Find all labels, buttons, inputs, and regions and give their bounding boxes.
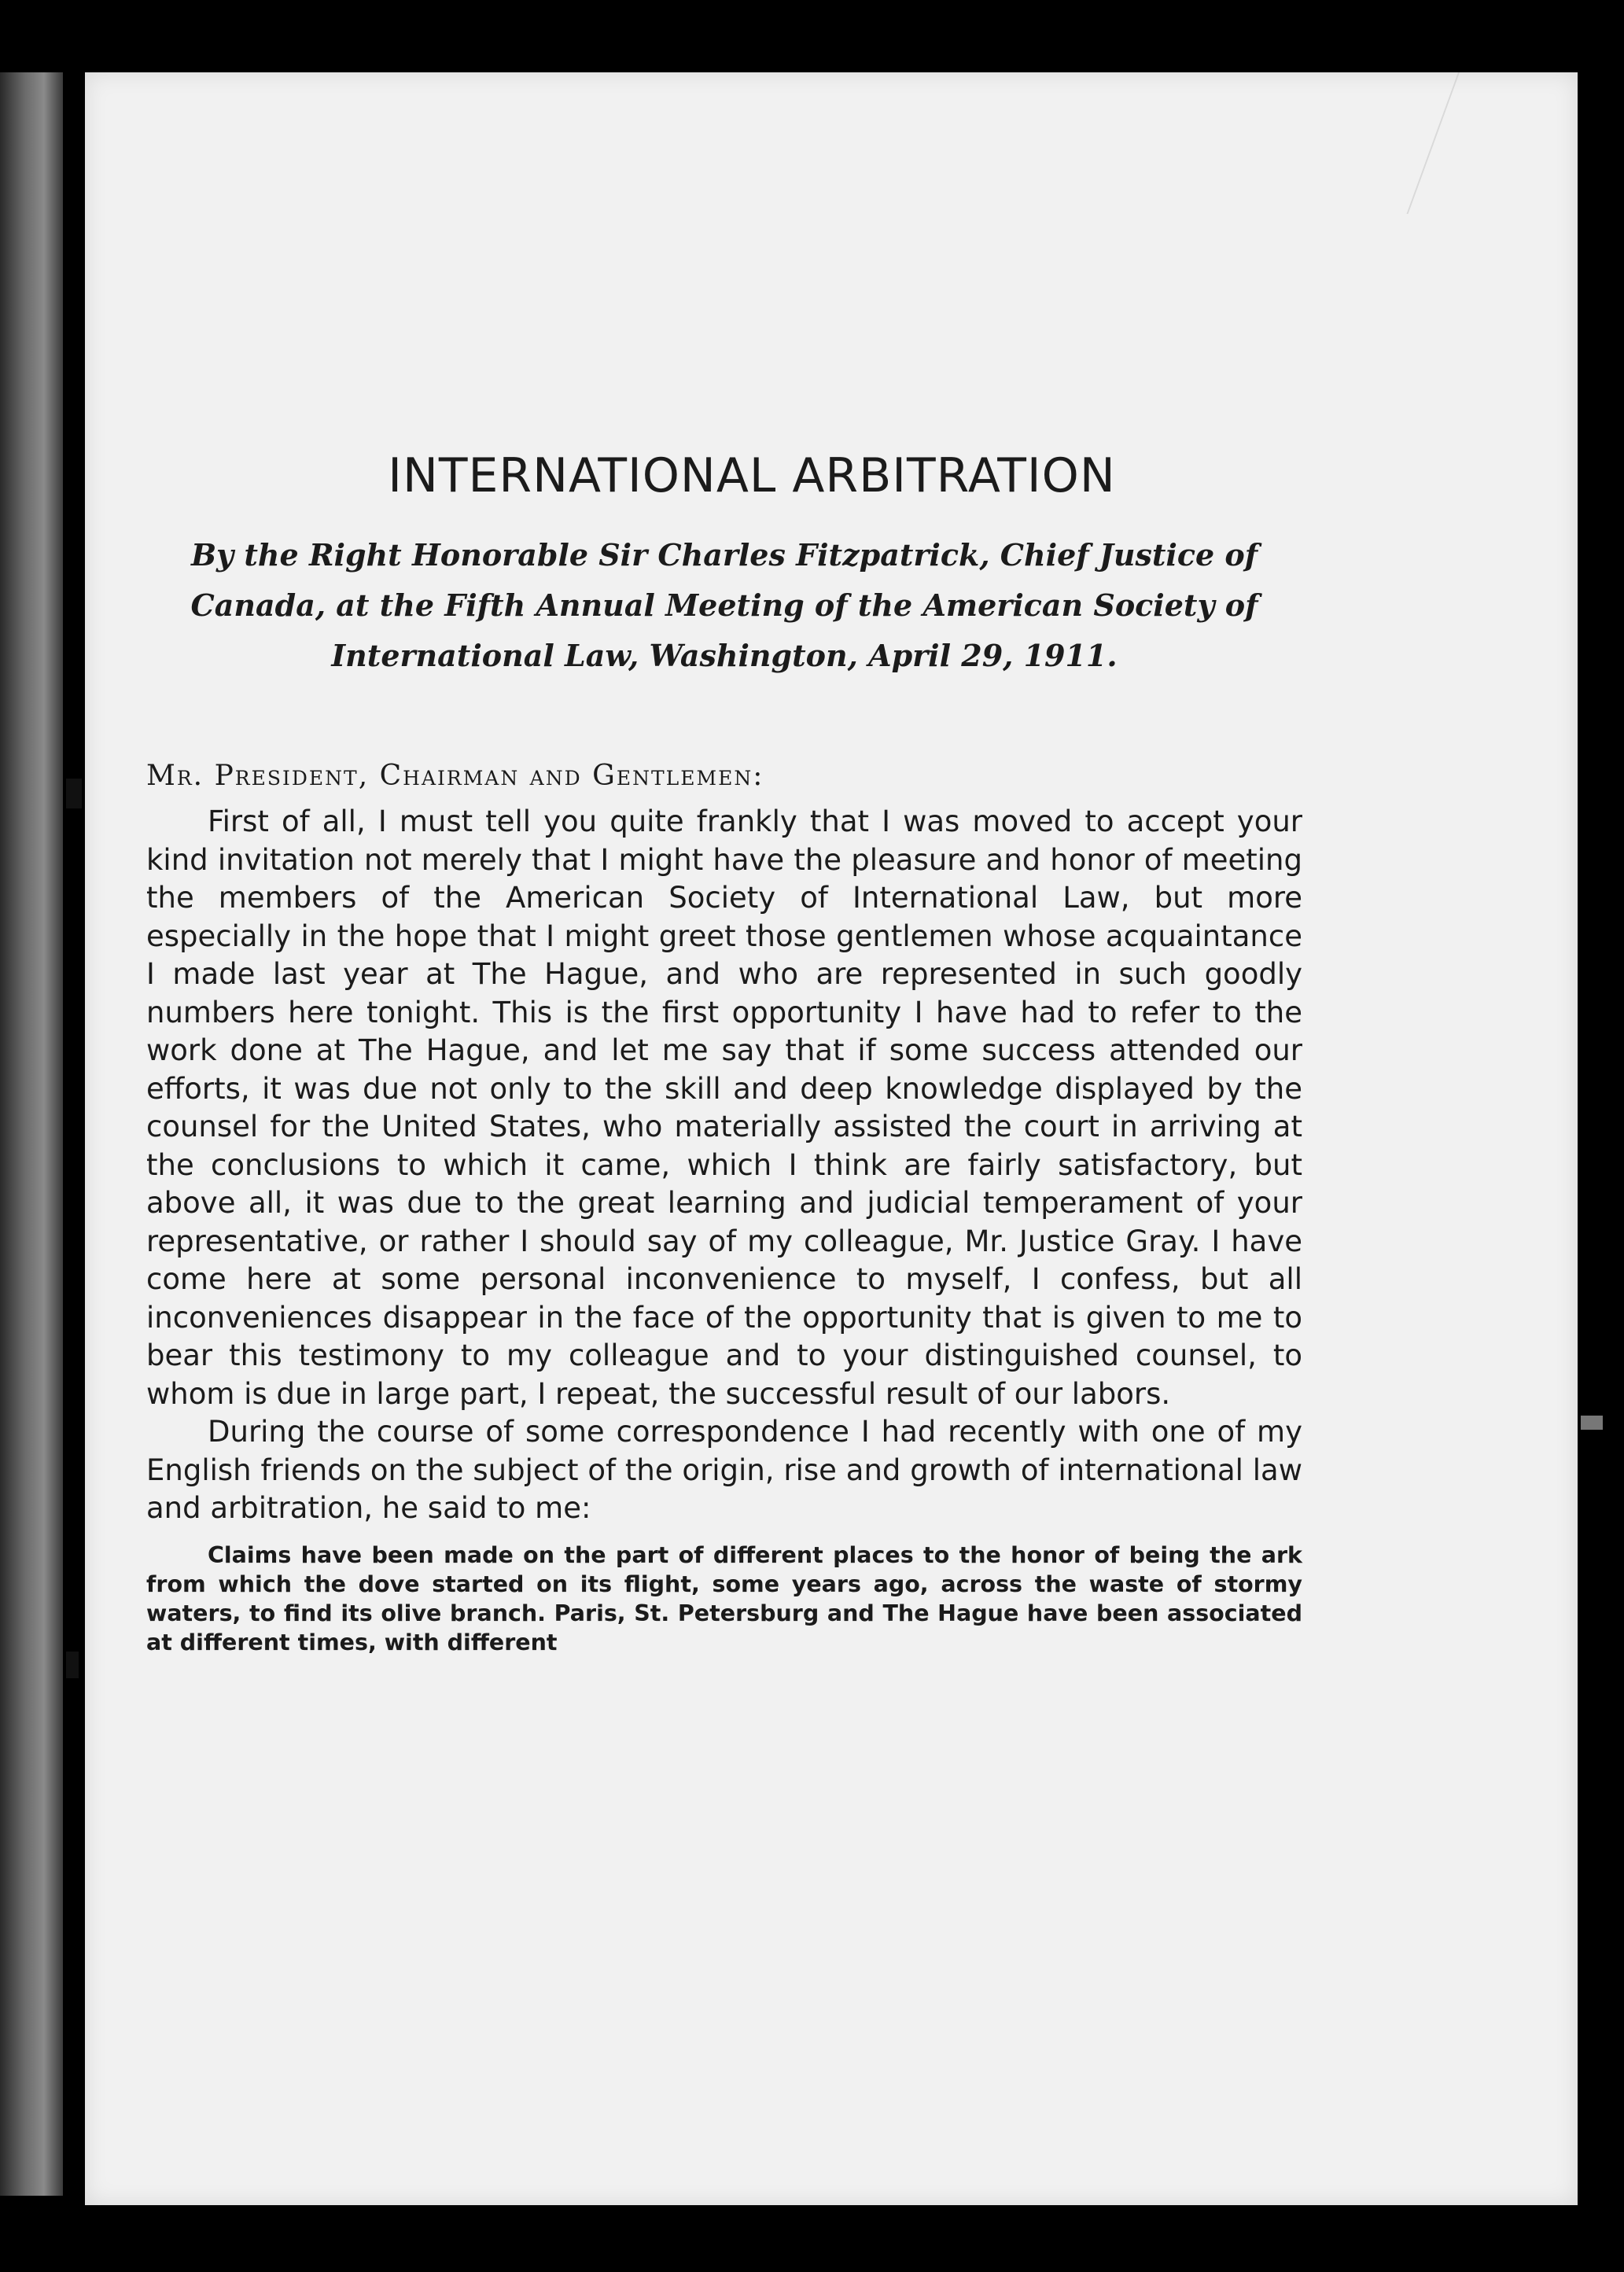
scan-speck	[1581, 1416, 1603, 1430]
paragraph-2: During the course of some correspondence I had recently with one of my English friends on the subject of the origin, rise and growth of international law and arbitration, he said to me:	[146, 1415, 1302, 1525]
document-title: INTERNATIONAL ARBITRATION	[388, 448, 1116, 503]
document-byline: By the Right Honorable Sir Charles Fitzpatrick, Chief Justice of Canada, at the Fifth Annual Meeting of the American Society of International Law, Washington, April 29, 1911.	[190, 537, 1258, 673]
page-content	[146, 370, 1302, 1657]
block-quote: Claims have been made on the part of different places to the honor of being the ark from which the dove started on its flight, some years ago, across the waste of stormy waters, to find its olive branch. Paris, St. Petersburg and The Hague have been associated at different times, with different	[146, 1541, 1302, 1655]
paragraph-1: First of all, I must tell you quite frankly that I was moved to accept your kind invitation not merely that I might have the pleasure and honor of meeting the members of the American Society of International Law, but more especially in the hope that I might greet those gentlemen whose acquaintance I made last year at The Hague, and who are represented in such goodly numbers here tonight. This is the first opportunity I have had to refer to the work done at The Hague, and let me say that if some success attended our efforts, it was due not only to the skill and deep knowledge displayed by the counsel for the United States, who materially assisted the court in arriving at the conclusions to which it came, which I think are fairly satisfactory, but above all, it was due to the great learning and judicial temperament of your representative, or rather I should say of my colleague, Mr. Justice Gray. I have come here at some personal inconvenience to myself, I confess, but all inconveniences disappear in the face of the opportunity that is given to me to bear this testimony to my colleague and to your distinguished counsel, to whom is due in large part, I repeat, the successful result of our labors.	[146, 805, 1302, 1411]
scan-speck	[66, 779, 82, 808]
salutation: Mr. President, Chairman and Gentlemen:	[146, 760, 764, 792]
page-corner-crease	[1406, 72, 1578, 214]
facing-page-edge	[0, 72, 63, 2196]
scan-speck	[66, 1652, 79, 1678]
